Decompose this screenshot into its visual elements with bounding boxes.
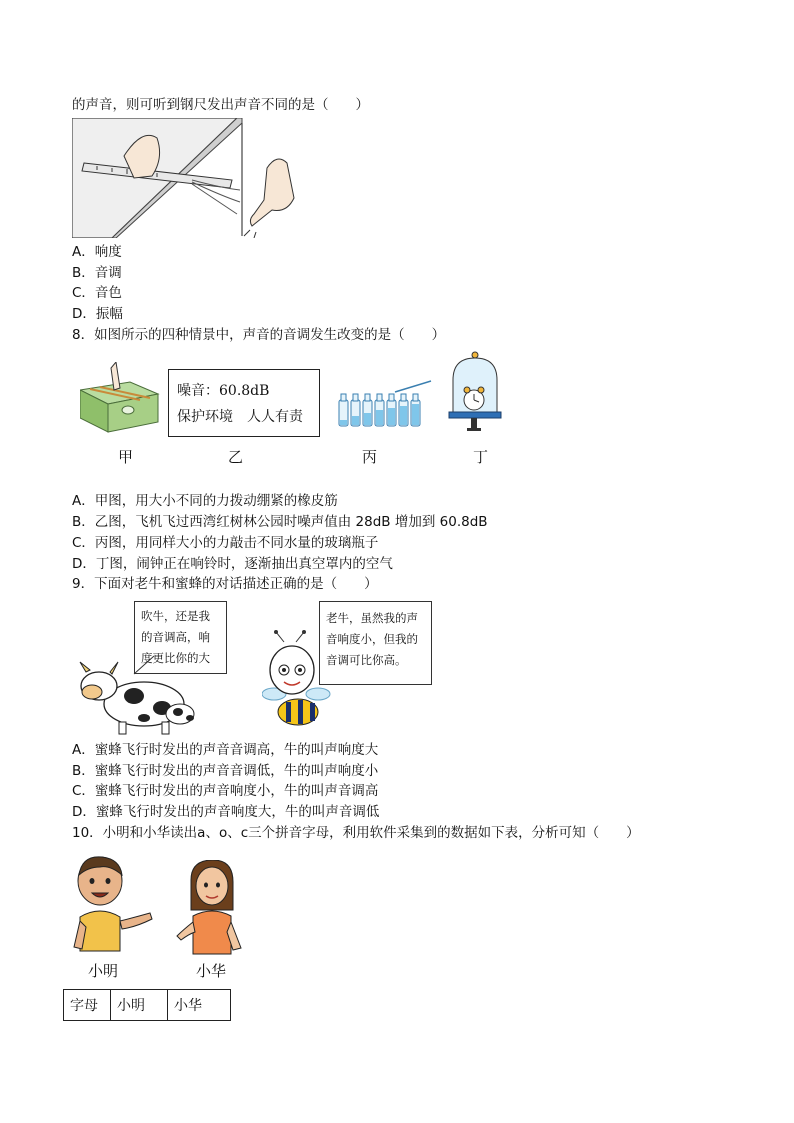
bee-speech-bubble [319, 601, 432, 685]
q8-stem: 8．如图所示的四种情景中，声音的音调发生改变的是（ ） [72, 327, 446, 343]
cow-bubble-line: 吹牛，还是我 [141, 609, 210, 623]
bee-illustration [262, 630, 332, 730]
bee-bubble-line: 音调可比你高。 [326, 653, 407, 667]
glass-bottles-illustration [335, 378, 435, 430]
caption-yi: 乙 [228, 448, 244, 466]
caption-xiaohua: 小华 [196, 962, 227, 980]
table-header-cell: 小明 [111, 990, 168, 1021]
q9-option-c: C．蜜蜂飞行时发出的声音响度小，牛的叫声音调高 [72, 783, 379, 799]
bee-bubble-line: 音响度小，但我的 [326, 632, 418, 646]
q8-option-b: B．乙图，飞机飞过西湾红树林公园时噪声值由 28dB 增加到 60.8dB [72, 514, 488, 530]
caption-bing: 丙 [362, 448, 378, 466]
q9-option-d: D．蜜蜂飞行时发出的声音响度大，牛的叫声音调低 [72, 804, 380, 820]
q8-option-c: C．丙图，用同样大小的力敲击不同水量的玻璃瓶子 [72, 535, 379, 551]
table-header-cell: 字母 [64, 990, 111, 1021]
caption-xiaoming: 小明 [88, 962, 119, 980]
cow-bubble-line: 的音调高，响 [141, 630, 210, 644]
bell-jar-alarm-illustration [445, 350, 505, 440]
xiaohua-illustration [175, 860, 251, 956]
q10-stem: 10．小明和小华读出a、o、c三个拼音字母，利用软件采集到的数据如下表，分析可知（ ） [72, 825, 640, 841]
bee-bubble-line: 老牛，虽然我的声 [326, 611, 418, 625]
caption-ding: 丁 [473, 448, 489, 466]
rubber-band-box-illustration [80, 362, 160, 434]
cow-illustration [74, 648, 199, 738]
table-row [64, 990, 231, 1021]
noise-display-panel [168, 369, 320, 437]
q7-option-a: A．响度 [72, 244, 122, 260]
cow-bubble-line: 度更比你的大 [141, 651, 210, 665]
q7-option-c: C．音色 [72, 285, 122, 301]
noise-slogan: 保护环境 人人有责 [177, 409, 303, 425]
letters-data-table [63, 989, 231, 1021]
q9-option-b: B．蜜蜂飞行时发出的声音音调低，牛的叫声响度小 [72, 763, 379, 779]
q9-stem: 9．下面对老牛和蜜蜂的对话描述正确的是（ ） [72, 576, 378, 592]
noise-reading: 噪音：60.8dB [177, 383, 270, 399]
q8-option-a: A．甲图，用大小不同的力拨动绷紧的橡皮筋 [72, 493, 338, 509]
caption-jia: 甲 [118, 448, 134, 466]
q7-option-b: B．音调 [72, 265, 122, 281]
q9-option-a: A．蜜蜂飞行时发出的声音音调高，牛的叫声响度大 [72, 742, 379, 758]
ruler-table-illustration [72, 118, 302, 238]
q7-stem-tail: 的声音，则可听到钢尺发出声音不同的是（ ） [72, 97, 369, 113]
q8-option-d: D．丁图，闹钟正在响铃时，逐渐抽出真空罩内的空气 [72, 556, 393, 572]
table-header-cell: 小华 [168, 990, 231, 1021]
xiaoming-illustration [70, 855, 156, 955]
q7-option-d: D．振幅 [72, 306, 123, 322]
